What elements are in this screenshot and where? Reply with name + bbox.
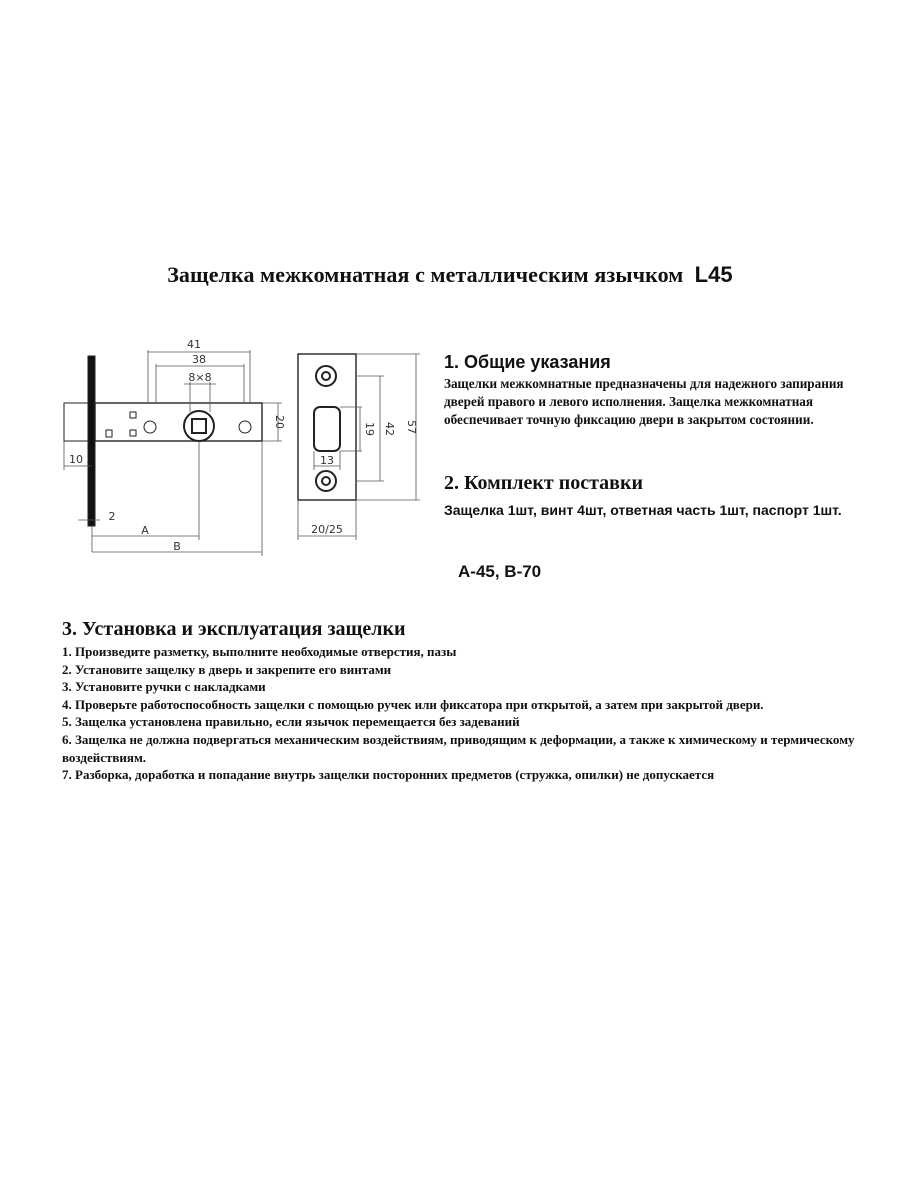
strike-screw-hole-bottom <box>316 471 336 491</box>
document-title <box>0 262 900 288</box>
dim-10: 10 <box>69 453 83 466</box>
section-contents <box>444 472 864 521</box>
dim-20: 20 <box>273 415 286 429</box>
body-hole-small <box>130 412 136 418</box>
dim-19: 19 <box>363 422 376 436</box>
faceplate <box>88 356 95 526</box>
list-item: 5. Защелка установлена правильно, если язычок перемещается без задеваний <box>62 714 520 730</box>
list-item: 3. Установите ручки с накладками <box>62 679 266 695</box>
body-hole-small <box>130 430 136 436</box>
dimensions-ab: А-45, В-70 <box>458 562 542 581</box>
installation-steps <box>62 643 862 784</box>
dim-42: 42 <box>383 422 396 436</box>
dim-a: A <box>141 524 149 537</box>
screw-hole <box>239 421 251 433</box>
dim-20-25: 20/25 <box>311 523 343 536</box>
list-item: 4. Проверьте работоспособность защелки с помощью ручек или фиксатора при открытой, а затем при закрытой двери. <box>62 696 764 712</box>
section-general-heading: 1. Общие указания <box>444 352 611 372</box>
screw-hole <box>144 421 156 433</box>
section-contents-text: Защелка 1шт, винт 4шт, ответная часть 1шт, паспорт 1шт. <box>444 502 842 518</box>
dim-b: B <box>173 540 181 553</box>
model-code: L45 <box>694 262 733 287</box>
dim-2: 2 <box>108 510 116 523</box>
section-installation <box>62 618 862 784</box>
latch-body <box>95 403 262 441</box>
dim-8x8: 8×8 <box>188 371 212 384</box>
strike-screw-hole-top <box>316 366 336 386</box>
body-hole-small <box>106 430 112 437</box>
dim-13: 13 <box>320 454 334 467</box>
dim-38: 38 <box>192 353 206 366</box>
list-item: 7. Разборка, доработка и попадание внутрь защелки посторонних предметов (стружка, опилки) не допускается <box>62 767 715 783</box>
section-installation-heading: 3. Установка и эксплуатация защелки <box>62 618 406 640</box>
dim-41: 41 <box>187 338 201 351</box>
section-general <box>444 352 864 429</box>
spindle-hub <box>184 411 214 441</box>
list-item: 2. Установите защелку в дверь и закрепите его винтами <box>62 661 392 677</box>
list-item: 1. Произведите разметку, выполните необходимые отверстия, пазы <box>62 644 457 659</box>
latch-tongue <box>64 403 90 441</box>
strike-opening <box>314 407 340 451</box>
title-text: Защелка межкомнатная с металлическим язычком <box>167 262 684 287</box>
dim-57: 57 <box>405 420 418 434</box>
section-contents-heading: 2. Комплект поставки <box>444 472 644 494</box>
latch-technical-drawing <box>0 330 440 570</box>
spindle-square <box>192 419 206 433</box>
list-item: 6. Защелка не должна подвергаться механическим воздействиям, приводящим к деформации, а также к химическому и термическому воздействиям. <box>62 731 855 765</box>
section-general-text: Защелки межкомнатные предназначены для надежного запирания дверей правого и левого исполнения. Защелка межкомнатная обеспечивает точную фиксацию двери в закрытом состоянии. <box>444 376 844 427</box>
